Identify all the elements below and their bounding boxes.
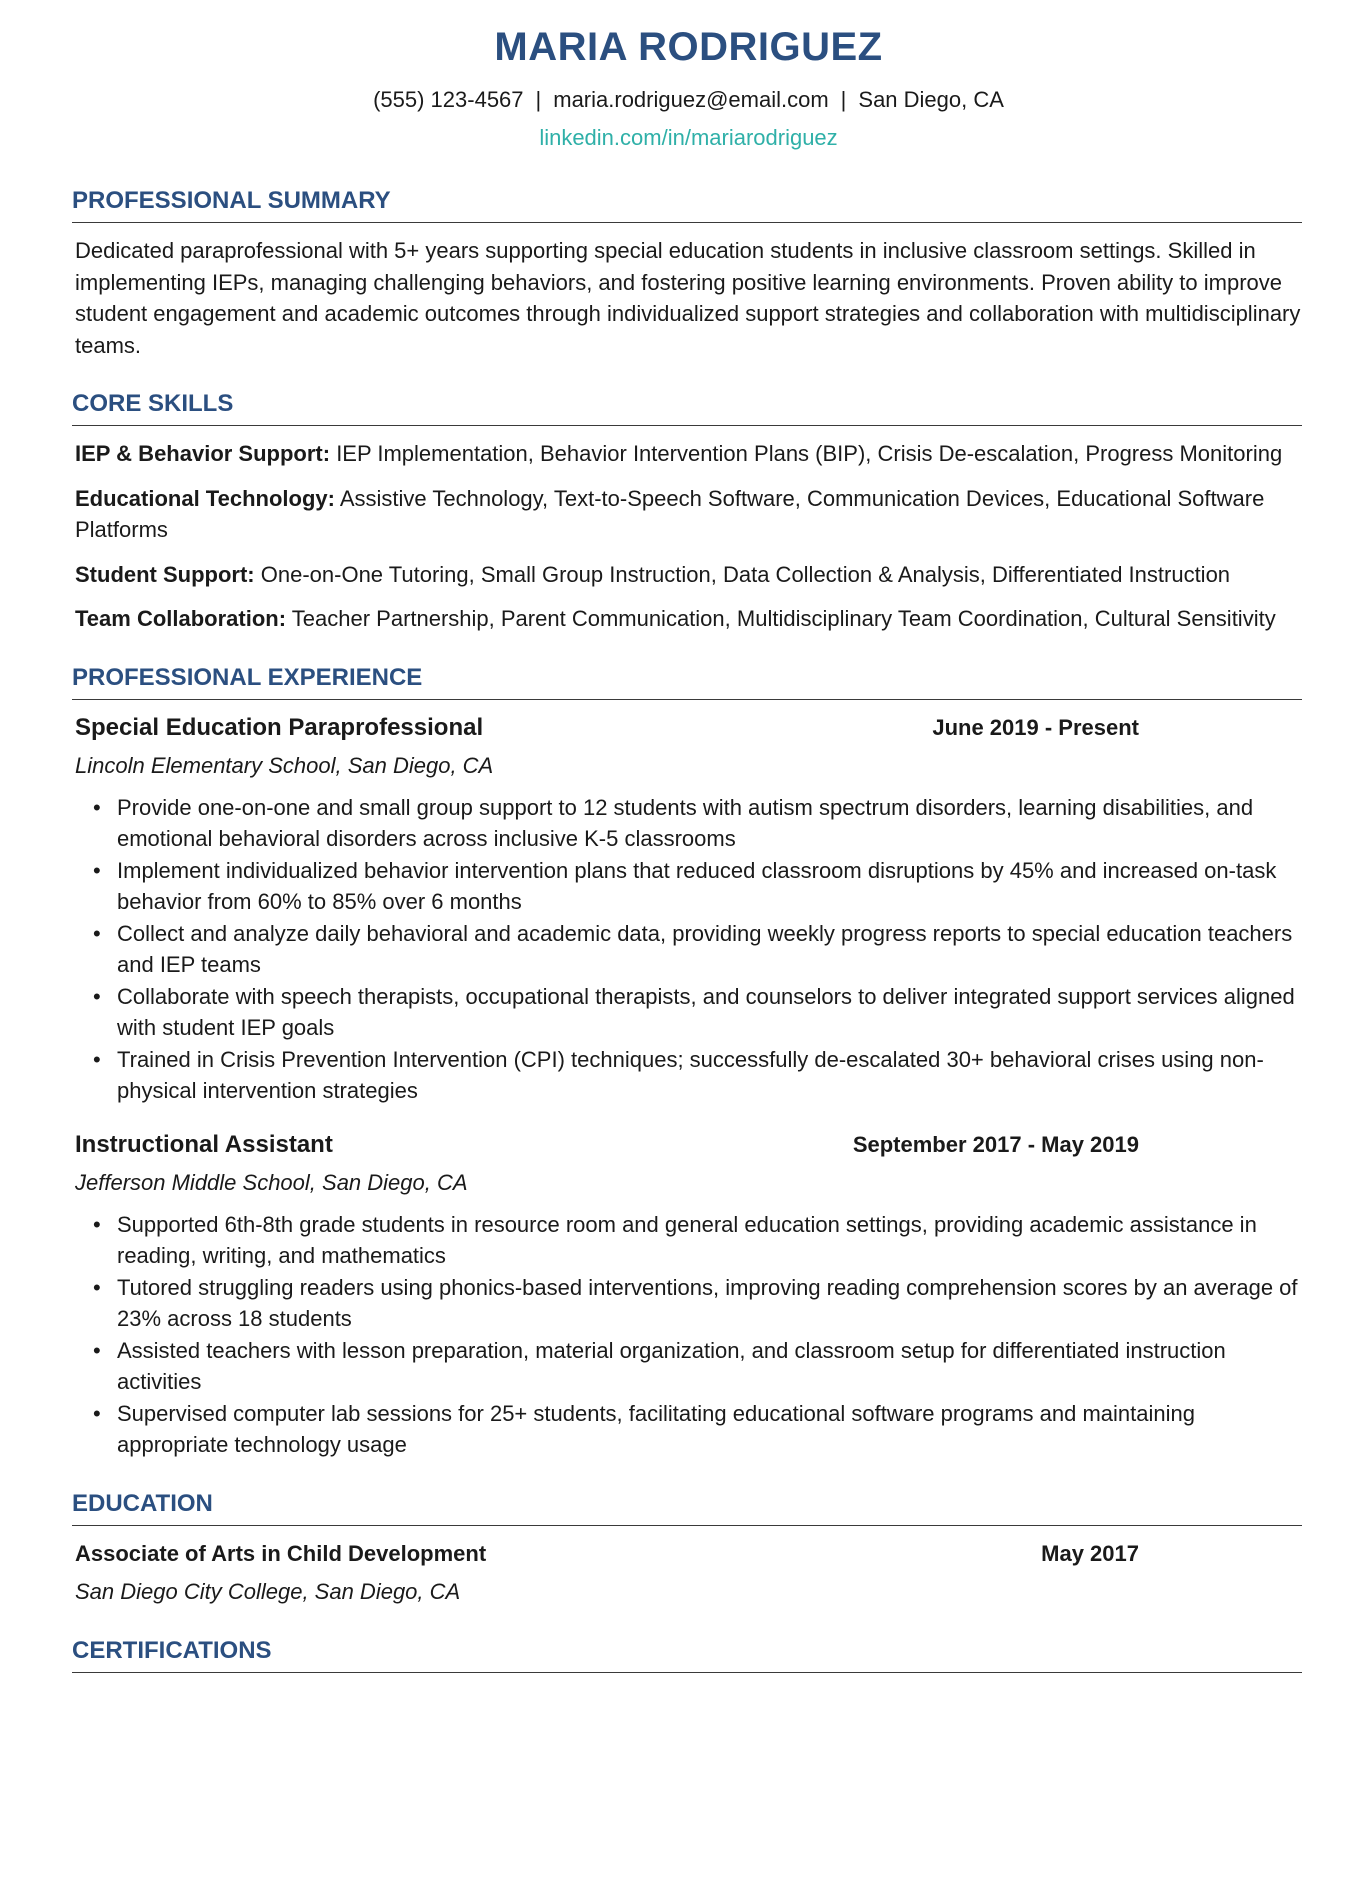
list-item: • Trained in Crisis Prevention Intervention (CPI) techniques; successfully de-escalated 30+ behavioral crises using non-physical intervention strategies bbox=[117, 1044, 1302, 1107]
skill-label: Educational Technology: bbox=[75, 485, 335, 511]
job-bullets bbox=[75, 1209, 1302, 1461]
section-title-skills: CORE SKILLS bbox=[72, 389, 1302, 426]
list-item: • Assisted teachers with lesson preparation, material organization, and classroom setup for differentiated instruction activities bbox=[117, 1335, 1302, 1398]
list-item: • Provide one-on-one and small group support to 12 students with autism spectrum disorders, learning disabilities, and emotional behavioral disorders across inclusive K-5 classrooms bbox=[117, 792, 1302, 855]
skill-item bbox=[75, 603, 1302, 635]
school: San Diego City College, San Diego, CA bbox=[75, 1578, 461, 1604]
job-entry bbox=[75, 1129, 1302, 1461]
list-item: • Supervised computer lab sessions for 25+ students, facilitating educational software programs and maintaining appropriate technology usage bbox=[117, 1398, 1302, 1461]
job-title: Special Education Paraprofessional bbox=[75, 713, 484, 741]
list-item: • Collaborate with speech therapists, occupational therapists, and counselors to deliver integrated support services aligned with student IEP goals bbox=[117, 981, 1302, 1044]
summary-section bbox=[72, 186, 1302, 361]
contact-separator: | bbox=[840, 87, 847, 112]
education-date: May 2017 bbox=[1041, 1540, 1139, 1566]
resume-header bbox=[75, 22, 1302, 152]
section-title-experience: PROFESSIONAL EXPERIENCE bbox=[72, 663, 1302, 700]
list-item: • Collect and analyze daily behavioral and academic data, providing weekly progress reports to special education teachers and IEP teams bbox=[117, 918, 1302, 981]
skill-text: One-on-One Tutoring, Small Group Instruction, Data Collection & Analysis, Differentiated Instruction bbox=[254, 561, 1231, 587]
contact-separator: | bbox=[535, 87, 542, 112]
skill-label: Student Support: bbox=[75, 561, 255, 587]
skill-text: IEP Implementation, Behavior Intervention Plans (BIP), Crisis De-escalation, Progress Monitoring bbox=[330, 441, 1283, 466]
skill-item bbox=[75, 559, 1302, 591]
linkedin-link[interactable]: linkedin.com/in/mariarodriguez bbox=[539, 125, 838, 150]
phone-number: (555) 123-4567 bbox=[373, 87, 524, 112]
education-header bbox=[75, 1538, 1302, 1570]
job-title: Instructional Assistant bbox=[75, 1130, 333, 1158]
skill-text: Teacher Partnership, Parent Communication, Multidisciplinary Team Coordination, Cultural Sensitivity bbox=[286, 606, 1276, 631]
location: San Diego, CA bbox=[858, 87, 1004, 112]
skill-item bbox=[75, 483, 1302, 546]
list-item: • Supported 6th-8th grade students in resource room and general education settings, providing academic assistance in reading, writing, and mathematics bbox=[117, 1209, 1302, 1272]
section-title-summary: PROFESSIONAL SUMMARY bbox=[72, 186, 1302, 223]
candidate-name: MARIA RODRIGUEZ bbox=[494, 25, 883, 69]
list-item: • Implement individualized behavior intervention plans that reduced classroom disruptions by 45% and increased on-task behavior from 60% to 85% over 6 months bbox=[117, 855, 1302, 918]
skill-text: Assistive Technology, Text-to-Speech Software, Communication Devices, Educational Software Platforms bbox=[75, 485, 1265, 542]
skill-label: IEP & Behavior Support: bbox=[75, 441, 331, 466]
section-title-education: EDUCATION bbox=[72, 1489, 1302, 1526]
contact-line bbox=[75, 86, 1302, 114]
job-organization: Jefferson Middle School, San Diego, CA bbox=[75, 1169, 468, 1195]
job-entry bbox=[75, 712, 1302, 1107]
list-item: • Tutored struggling readers using phonics-based interventions, improving reading comprehension scores by an average of 23% across 18 students bbox=[117, 1272, 1302, 1335]
experience-section bbox=[72, 663, 1302, 1461]
skills-section bbox=[72, 389, 1302, 635]
job-date: September 2017 - May 2019 bbox=[852, 1131, 1139, 1157]
job-header bbox=[75, 1129, 1302, 1161]
job-bullets bbox=[75, 792, 1302, 1107]
email-address: maria.rodriguez@email.com bbox=[553, 87, 829, 112]
job-header bbox=[75, 712, 1302, 744]
education-section bbox=[72, 1489, 1302, 1608]
summary-text: Dedicated paraprofessional with 5+ years supporting special education students in inclusive classroom settings. Skilled in implementing IEPs, managing challenging behaviors, and fostering positive learning environments. Proven ability to improve student engagement and academic outcomes through individualized support strategies and collaboration with multidisciplinary teams. bbox=[75, 238, 1301, 358]
skill-item bbox=[75, 438, 1302, 470]
certifications-section bbox=[72, 1636, 1302, 1673]
job-date: June 2019 - Present bbox=[932, 714, 1139, 740]
job-organization: Lincoln Elementary School, San Diego, CA bbox=[75, 752, 494, 778]
section-title-certifications: CERTIFICATIONS bbox=[72, 1636, 1302, 1673]
skill-label: Team Collaboration: bbox=[75, 606, 287, 631]
degree: Associate of Arts in Child Development bbox=[75, 1540, 487, 1566]
